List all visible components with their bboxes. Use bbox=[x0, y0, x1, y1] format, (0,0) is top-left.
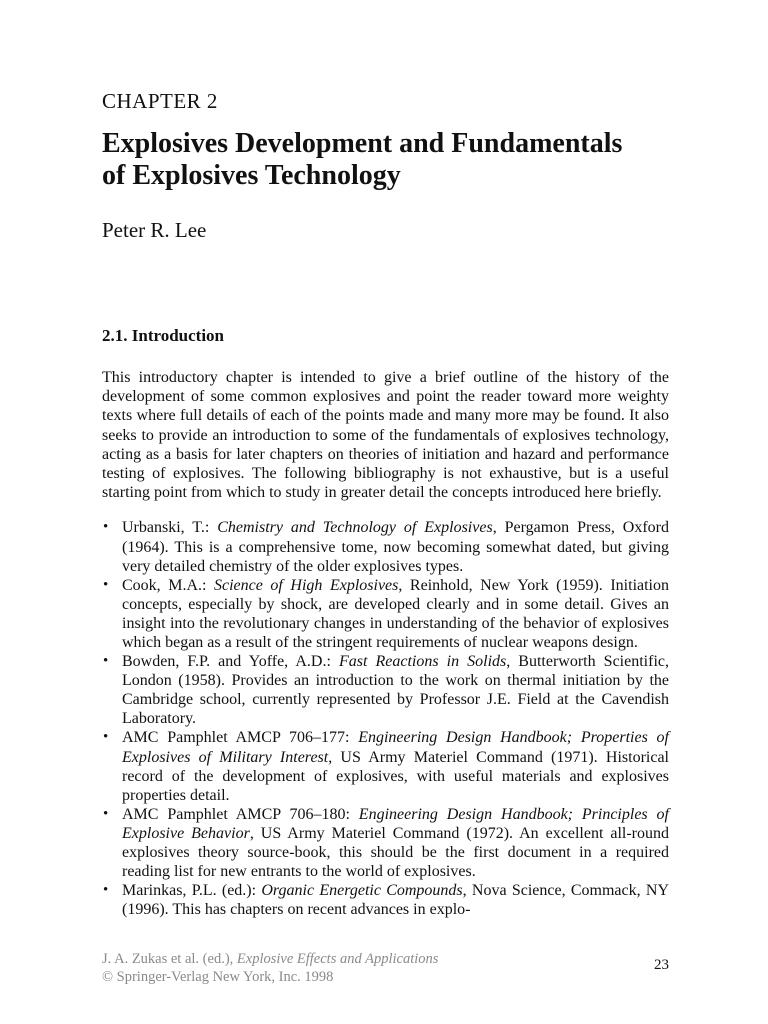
bibliography-item bbox=[102, 652, 669, 728]
footer-book-title: Explosive Effects and Applications bbox=[236, 951, 439, 967]
bib-details: , Reinhold, New York (1959). Initiation concepts, especially by shock, are developed clearly and in some detail. Gives an insight into the revolutionary changes in understanding of the behavior of explosives which began as a result of the stringent requirements of nuclear weapons design. bbox=[122, 576, 670, 651]
bib-title: Engineering Design Handbook; Principles of Explosive Behavior bbox=[122, 805, 669, 842]
bib-author: Urbanski, T.: bbox=[122, 519, 218, 537]
bib-details: , Pergamon Press, Oxford (1964). This is a comprehensive tome, now becoming somewhat dated, but giving very detailed chemistry of the older explosives types. bbox=[122, 519, 669, 575]
chapter-label: CHAPTER 2 bbox=[102, 89, 218, 113]
bullet-icon: • bbox=[103, 882, 109, 899]
bib-title: Fast Reactions in Solids bbox=[338, 653, 507, 671]
footer-copyright: © Springer-Verlag New York, Inc. 1998 bbox=[102, 969, 334, 985]
document-page bbox=[102, 86, 669, 919]
bib-author: Cook, M.A.: bbox=[122, 576, 214, 594]
bib-details: , US Army Materiel Command (1972). An excellent all-round explosives theory source-book, this should be the first document in a required reading list for new entrants to the world of explosives. bbox=[122, 824, 669, 881]
bibliography-item bbox=[102, 728, 669, 804]
bibliography-item bbox=[102, 881, 669, 919]
bullet-icon: • bbox=[103, 653, 109, 670]
bibliography-item bbox=[102, 805, 669, 881]
bibliography-item bbox=[102, 576, 669, 652]
bib-title: Chemistry and Technology of Explosives bbox=[217, 519, 493, 537]
footer-editors: J. A. Zukas et al. (ed.), bbox=[102, 951, 237, 967]
bib-title: Engineering Design Handbook; Properties of Explosives of Military Interest bbox=[122, 729, 669, 766]
chapter-title-line-2: of Explosives Technology bbox=[102, 160, 401, 191]
bib-author: AMC Pamphlet AMCP 706–180: bbox=[122, 805, 359, 823]
bibliography-item bbox=[102, 518, 669, 575]
bib-details: , Butterworth Scientific, London (1958). Provides an introduction to the work on thermal initiation by the Cambridge school, currently represented by Professor J.E. Field at the Cavendish Laboratory. bbox=[122, 653, 669, 728]
bib-author: Bowden, F.P. and Yoffe, A.D.: bbox=[122, 653, 339, 671]
bibliography-list bbox=[102, 518, 669, 919]
footer-citation bbox=[102, 950, 669, 968]
bib-title: Organic Energetic Compounds bbox=[261, 882, 463, 900]
page-footer bbox=[102, 950, 669, 986]
bib-author: Marinkas, P.L. (ed.): bbox=[122, 882, 262, 900]
page-number: 23 bbox=[654, 957, 669, 973]
chapter-title-line-1: Explosives Development and Fundamentals bbox=[102, 128, 623, 159]
bullet-icon: • bbox=[103, 576, 109, 593]
bullet-icon: • bbox=[103, 519, 109, 536]
bullet-icon: • bbox=[103, 729, 109, 746]
bib-author: AMC Pamphlet AMCP 706–177: bbox=[122, 729, 359, 747]
section-heading: 2.1. Introduction bbox=[102, 326, 225, 345]
bib-details: , US Army Materiel Command (1971). Historical record of the development of explosives, with useful materials and explosives properties detail. bbox=[122, 748, 669, 804]
bib-title: Science of High Explosives bbox=[214, 576, 399, 594]
bib-details: , Nova Science, Commack, NY (1996). This has chapters on recent advances in explo- bbox=[122, 882, 669, 919]
chapter-title bbox=[102, 128, 669, 192]
bullet-icon: • bbox=[103, 805, 109, 822]
intro-paragraph: This introductory chapter is intended to give a brief outline of the history of the development of some common explosives and point the reader toward more weighty texts where full details of each of the points made and many more may be found. It also seeks to provide an introduction to some of the fundamentals of explosives technology, acting as a basis for later chapters on theories of initiation and hazard and performance testing of explosives. The following bibliography is not exhaustive, but is a useful starting point from which to study in greater detail the concepts introduced here briefly. bbox=[102, 369, 669, 502]
chapter-author: Peter R. Lee bbox=[102, 218, 207, 242]
